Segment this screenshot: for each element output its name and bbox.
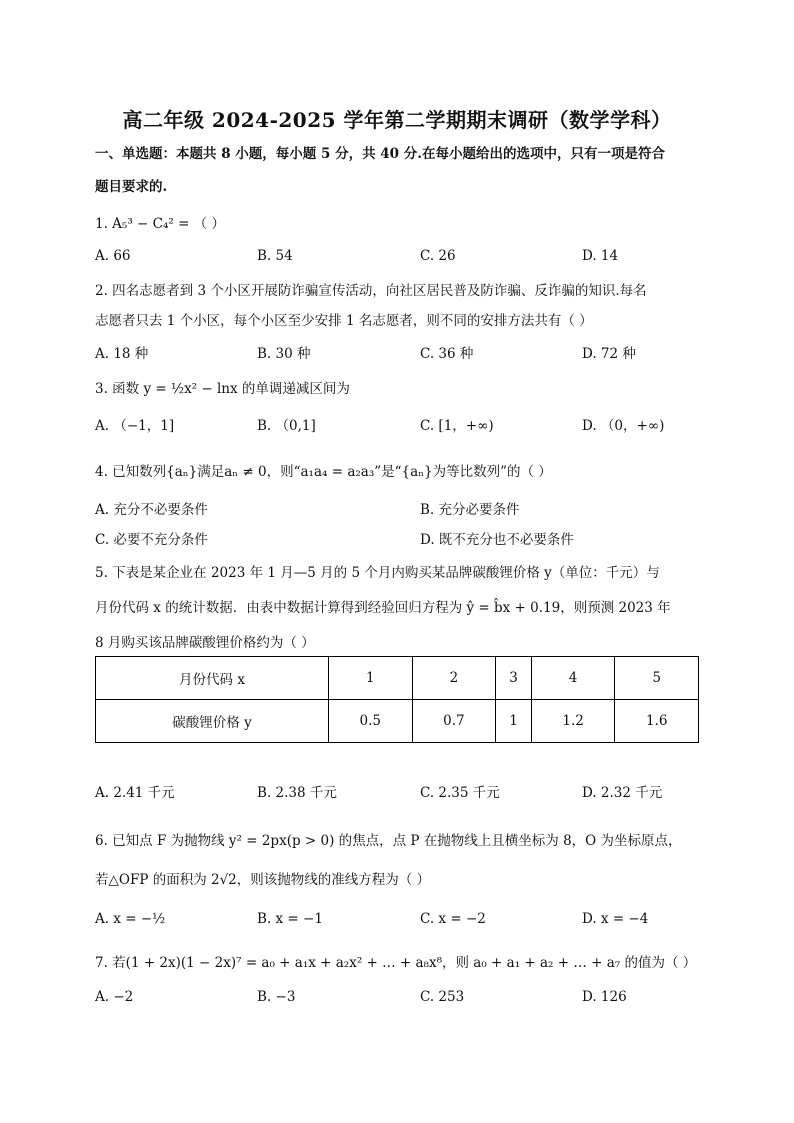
question-2-line1: 2. 四名志愿者到 3 个小区开展防诈骗宣传活动，向社区居民普及防诈骗、反诈骗的知识.每名 [95,283,647,299]
q3-option-b: B. （0,1] [257,418,316,434]
q3-option-d: D. （0，+∞) [582,418,665,434]
q4-option-a: A. 充分不必要条件 [95,502,208,518]
table-cell: 0.5 [329,700,413,743]
page-title: 高二年级 2024-2025 学年第二学期期末调研（数学学科） [122,108,672,132]
table-cell: 1 [496,700,532,743]
question-1-stem: 1. A₅³ − C₄² = （ ） [95,216,225,232]
q5-option-a: A. 2.41 千元 [95,785,175,801]
q4-option-c: C. 必要不充分条件 [95,532,208,548]
q6-option-d: D. x = −4 [582,911,649,927]
section-heading-line1: 一、单选题：本题共 8 小题，每小题 5 分，共 40 分.在每小题给出的选项中，只有一项是符合 [95,146,665,162]
table-cell: 4 [531,657,615,700]
q3-option-c: C. [1，+∞) [420,418,494,434]
table-cell: 3 [496,657,532,700]
table-row [96,657,699,700]
question-3-stem: 3. 函数 y = ½x² − lnx 的单调递减区间为 [95,381,350,397]
q6-option-c: C. x = −2 [420,911,486,927]
q6-option-b: B. x = −1 [257,911,323,927]
table-cell: 1.6 [615,700,699,743]
question-5-line2: 月份代码 x 的统计数据．由表中数据计算得到经验回归方程为 ŷ = b̂x + 0.19，则预测 2023 年 [95,600,671,616]
data-table [95,656,699,743]
question-5-line3: 8 月购买该品牌碳酸锂价格约为（ ） [95,635,315,651]
q1-option-b: B. 54 [257,248,293,264]
table-cell: 1 [329,657,413,700]
q5-option-b: B. 2.38 千元 [257,785,337,801]
q7-option-a: A. −2 [95,989,134,1005]
table-cell: 5 [615,657,699,700]
question-2-line2: 志愿者只去 1 个小区，每个小区至少安排 1 名志愿者，则不同的安排方法共有（ ） [95,313,593,329]
q7-option-d: D. 126 [582,989,627,1005]
q1-option-a: A. 66 [95,248,131,264]
table-cell: 2 [412,657,496,700]
q1-option-c: C. 26 [420,248,456,264]
question-4-stem: 4. 已知数列{aₙ}满足aₙ ≠ 0，则“a₁a₄ = a₂a₃”是“{aₙ}为等比数列”的（ ） [95,464,552,480]
q2-option-c: C. 36 种 [420,346,474,362]
q3-option-a: A. （−1，1] [95,418,175,434]
table-cell: 0.7 [412,700,496,743]
table-cell: 1.2 [531,700,615,743]
question-5-line1: 5. 下表是某企业在 2023 年 1 月—5 月的 5 个月内购买某品牌碳酸锂价格 y（单位：千元）与 [95,565,660,581]
table-row [96,700,699,743]
question-6-line2: 若△OFP 的面积为 2√2，则该抛物线的准线方程为（ ） [95,872,431,888]
question-7-stem: 7. 若(1 + 2x)(1 − 2x)⁷ = a₀ + a₁x + a₂x² + … + a₈x⁸，则 a₀ + a₁ + a₂ + … + a₇ 的值为（ ） [95,955,697,971]
table-row-label: 月份代码 x [96,657,329,700]
q5-option-d: D. 2.32 千元 [582,785,663,801]
q1-option-d: D. 14 [582,248,619,264]
q2-option-d: D. 72 种 [582,346,636,362]
q5-option-c: C. 2.35 千元 [420,785,500,801]
q4-option-d: D. 既不充分也不必要条件 [420,532,574,548]
table-row-label: 碳酸锂价格 y [96,700,329,743]
q7-option-b: B. −3 [257,989,296,1005]
q6-option-a: A. x = −½ [95,911,166,927]
question-6-line1: 6. 已知点 F 为抛物线 y² = 2px(p > 0) 的焦点，点 P 在抛物线上且横坐标为 8，O 为坐标原点， [95,833,682,849]
q7-option-c: C. 253 [420,989,465,1005]
q4-option-b: B. 充分必要条件 [420,502,520,518]
q2-option-b: B. 30 种 [257,346,311,362]
section-heading-line2: 题目要求的. [95,179,168,195]
q2-option-a: A. 18 种 [95,346,149,362]
